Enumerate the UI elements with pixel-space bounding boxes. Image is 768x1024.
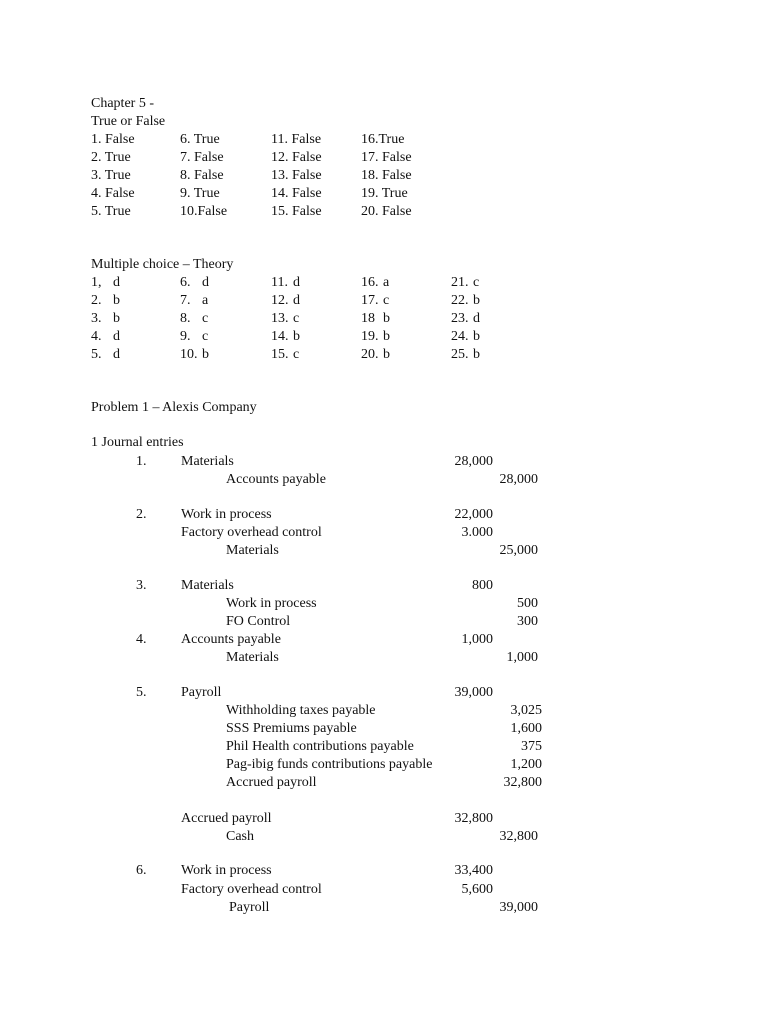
entry-number: 1. — [136, 454, 147, 469]
mc-question-number: 25. — [451, 347, 469, 362]
entry-number: 5. — [136, 685, 147, 700]
debit-account: Materials — [181, 454, 234, 469]
credit-amount: 3,025 — [510, 703, 542, 718]
tf-answer: 3. True — [91, 168, 131, 183]
credit-amount: 1,000 — [506, 650, 538, 665]
mc-answer-letter: b — [383, 347, 390, 362]
mc-answer-letter: b — [383, 311, 390, 326]
debit-amount: 800 — [472, 578, 493, 593]
debit-account: Factory overhead control — [181, 525, 322, 540]
credit-account: Payroll — [229, 900, 270, 915]
mc-question-number: 24. — [451, 329, 469, 344]
debit-amount: 1,000 — [461, 632, 493, 647]
mc-question-number: 23. — [451, 311, 469, 326]
credit-amount: 375 — [521, 739, 542, 754]
mc-question-number: 20. — [361, 347, 379, 362]
mc-answer-letter: c — [202, 329, 209, 344]
mc-answer-letter: d — [113, 329, 120, 344]
credit-account: FO Control — [226, 614, 291, 629]
entry-number: 3. — [136, 578, 147, 593]
mc-question-number: 10. — [180, 347, 198, 362]
debit-amount: 22,000 — [454, 507, 493, 522]
credit-amount: 32,800 — [499, 829, 538, 844]
credit-amount: 28,000 — [499, 472, 538, 487]
tf-answer: 20. False — [361, 204, 412, 219]
mc-question-number: 14. — [271, 329, 289, 344]
tf-answer: 6. True — [180, 132, 220, 147]
debit-account: Materials — [181, 578, 234, 593]
mc-answer-letter: d — [293, 275, 300, 290]
mc-question-number: 3. — [91, 311, 102, 326]
debit-amount: 39,000 — [454, 685, 493, 700]
credit-amount: 300 — [517, 614, 538, 629]
debit-amount: 3.000 — [461, 525, 493, 540]
mc-answer-letter: c — [473, 275, 480, 290]
credit-amount: 1,200 — [510, 757, 542, 772]
mc-answer-letter: b — [113, 311, 120, 326]
true-false-heading: True or False — [91, 114, 166, 129]
tf-answer: 17. False — [361, 150, 412, 165]
tf-answer: 19. True — [361, 186, 408, 201]
tf-answer: 2. True — [91, 150, 131, 165]
mc-answer-letter: b — [473, 347, 480, 362]
credit-account: Pag-ibig funds contributions payable — [226, 757, 433, 772]
mc-question-number: 8. — [180, 311, 191, 326]
credit-account: Phil Health contributions payable — [226, 739, 414, 754]
mc-answer-letter: d — [473, 311, 480, 326]
credit-account: Accounts payable — [226, 472, 326, 487]
mc-question-number: 22. — [451, 293, 469, 308]
mc-answer-letter: c — [293, 347, 300, 362]
mc-answer-letter: d — [202, 275, 209, 290]
tf-answer: 14. False — [271, 186, 322, 201]
tf-answer: 15. False — [271, 204, 322, 219]
mc-answer-letter: b — [473, 329, 480, 344]
mc-answer-letter: b — [383, 329, 390, 344]
mc-answer-letter: c — [293, 311, 300, 326]
credit-account: SSS Premiums payable — [226, 721, 357, 736]
tf-answer: 12. False — [271, 150, 322, 165]
tf-answer: 13. False — [271, 168, 322, 183]
debit-account: Work in process — [181, 863, 272, 878]
debit-amount: 32,800 — [454, 811, 493, 826]
mc-question-number: 7. — [180, 293, 191, 308]
tf-answer: 18. False — [361, 168, 412, 183]
mc-question-number: 18 — [361, 311, 375, 326]
credit-amount: 39,000 — [499, 900, 538, 915]
mc-answer-letter: d — [293, 293, 300, 308]
mc-answer-letter: a — [202, 293, 209, 308]
mc-answer-letter: a — [383, 275, 390, 290]
credit-amount: 500 — [517, 596, 538, 611]
mc-answer-letter: b — [473, 293, 480, 308]
mc-question-number: 1, — [91, 275, 102, 290]
mc-answer-letter: d — [113, 347, 120, 362]
debit-account: Factory overhead control — [181, 882, 322, 897]
mc-question-number: 15. — [271, 347, 289, 362]
mc-question-number: 4. — [91, 329, 102, 344]
mc-answer-letter: b — [202, 347, 209, 362]
credit-account: Withholding taxes payable — [226, 703, 376, 718]
mc-answer-letter: c — [383, 293, 390, 308]
debit-account: Payroll — [181, 685, 222, 700]
entry-number: 4. — [136, 632, 147, 647]
credit-amount: 1,600 — [510, 721, 542, 736]
multiple-choice-heading: Multiple choice – Theory — [91, 257, 234, 272]
debit-account: Accounts payable — [181, 632, 281, 647]
tf-answer: 5. True — [91, 204, 131, 219]
debit-account: Accrued payroll — [181, 811, 272, 826]
mc-question-number: 16. — [361, 275, 379, 290]
journal-entries-heading: 1 Journal entries — [91, 435, 184, 450]
credit-amount: 25,000 — [499, 543, 538, 558]
mc-question-number: 11. — [271, 275, 288, 290]
credit-account: Materials — [226, 650, 279, 665]
mc-question-number: 2. — [91, 293, 102, 308]
credit-amount: 32,800 — [503, 775, 542, 790]
mc-question-number: 5. — [91, 347, 102, 362]
mc-question-number: 17. — [361, 293, 379, 308]
mc-answer-letter: c — [202, 311, 209, 326]
tf-answer: 4. False — [91, 186, 135, 201]
debit-amount: 5,600 — [461, 882, 493, 897]
mc-question-number: 9. — [180, 329, 191, 344]
credit-account: Accrued payroll — [226, 775, 317, 790]
mc-question-number: 21. — [451, 275, 469, 290]
tf-answer: 8. False — [180, 168, 224, 183]
mc-question-number: 19. — [361, 329, 379, 344]
tf-answer: 7. False — [180, 150, 224, 165]
debit-amount: 28,000 — [454, 454, 493, 469]
mc-question-number: 13. — [271, 311, 289, 326]
debit-account: Work in process — [181, 507, 272, 522]
debit-amount: 33,400 — [454, 863, 493, 878]
problem-heading: Problem 1 – Alexis Company — [91, 400, 257, 415]
mc-answer-letter: d — [113, 275, 120, 290]
tf-answer: 1. False — [91, 132, 135, 147]
mc-answer-letter: b — [293, 329, 300, 344]
tf-answer: 10.False — [180, 204, 228, 219]
tf-answer: 9. True — [180, 186, 220, 201]
mc-question-number: 12. — [271, 293, 289, 308]
credit-account: Work in process — [226, 596, 317, 611]
chapter-heading: Chapter 5 - — [91, 96, 154, 111]
mc-answer-letter: b — [113, 293, 120, 308]
entry-number: 2. — [136, 507, 147, 522]
entry-number: 6. — [136, 863, 147, 878]
tf-answer: 16.True — [361, 132, 405, 147]
credit-account: Cash — [226, 829, 254, 844]
mc-question-number: 6. — [180, 275, 191, 290]
tf-answer: 11. False — [271, 132, 322, 147]
credit-account: Materials — [226, 543, 279, 558]
